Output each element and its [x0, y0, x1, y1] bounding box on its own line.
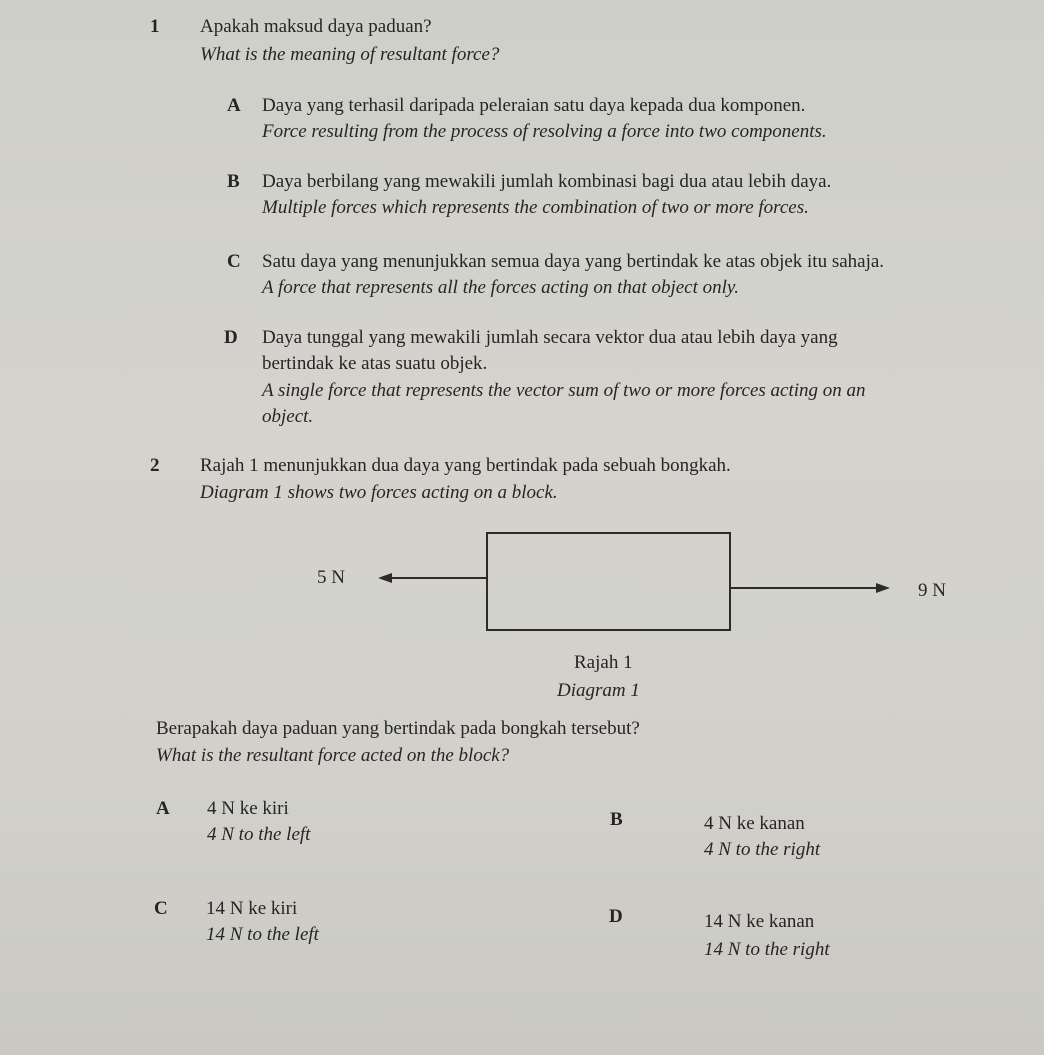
q2-intro-malay: Rajah 1 menunjukkan dua daya yang bertindak pada sebuah bongkah. — [200, 455, 731, 476]
q1-option-a-malay: Daya yang terhasil daripada peleraian satu daya kepada dua komponen. — [262, 95, 806, 116]
right-force-label: 9 N — [918, 580, 946, 601]
q1-option-c-letter: C — [227, 251, 241, 272]
left-arrowhead-icon — [378, 573, 392, 583]
q2-option-d-letter: D — [609, 906, 623, 927]
q2-intro-english: Diagram 1 shows two forces acting on a block. — [200, 482, 558, 503]
q2-option-a-english: 4 N to the left — [207, 824, 311, 845]
q2-option-b-english: 4 N to the right — [704, 839, 821, 860]
q1-option-d-malay-line1: Daya tunggal yang mewakili jumlah secara vektor dua atau lebih daya yang — [262, 327, 838, 348]
q2-option-a-letter: A — [156, 798, 170, 819]
q1-option-d-malay-line2: bertindak ke atas suatu objek. — [262, 353, 488, 374]
q2-number: 2 — [150, 455, 160, 476]
q1-option-c-english: A force that represents all the forces acting on that object only. — [262, 277, 740, 298]
q2-option-d-malay: 14 N ke kanan — [704, 911, 815, 932]
q2-option-d-english: 14 N to the right — [704, 939, 830, 960]
q2-question-english: What is the resultant force acted on the block? — [156, 745, 510, 766]
q1-option-d-english-line2: object. — [262, 406, 314, 427]
diagram-caption-malay: Rajah 1 — [574, 652, 633, 673]
q1-option-a-letter: A — [227, 95, 241, 116]
q1-option-b-letter: B — [227, 171, 240, 192]
q1-option-c-malay: Satu daya yang menunjukkan semua daya yang bertindak ke atas objek itu sahaja. — [262, 251, 885, 272]
left-force-label: 5 N — [317, 567, 345, 588]
diagram-caption-english: Diagram 1 — [557, 680, 640, 701]
q2-option-c-letter: C — [154, 898, 168, 919]
q2-option-c-malay: 14 N ke kiri — [206, 898, 298, 919]
block — [487, 533, 730, 630]
q1-number: 1 — [150, 16, 160, 37]
q1-option-d-english-line1: A single force that represents the vector sum of two or more forces acting on an — [262, 380, 866, 401]
q2-option-b-letter: B — [610, 809, 623, 830]
q2-option-a-malay: 4 N ke kiri — [207, 798, 289, 819]
q1-question-english: What is the meaning of resultant force? — [200, 44, 500, 65]
q1-option-b-malay: Daya berbilang yang mewakili jumlah kombinasi bagi dua atau lebih daya. — [262, 171, 832, 192]
q1-option-b-english: Multiple forces which represents the combination of two or more forces. — [262, 197, 809, 218]
q1-question-malay: Apakah maksud daya paduan? — [200, 16, 432, 37]
q1-option-a-english: Force resulting from the process of resolving a force into two components. — [262, 121, 827, 142]
q2-question-malay: Berapakah daya paduan yang bertindak pada bongkah tersebut? — [156, 718, 640, 739]
q2-option-c-english: 14 N to the left — [206, 924, 319, 945]
right-arrowhead-icon — [876, 583, 890, 593]
q1-option-d-letter: D — [224, 327, 238, 348]
q2-option-b-malay: 4 N ke kanan — [704, 813, 805, 834]
